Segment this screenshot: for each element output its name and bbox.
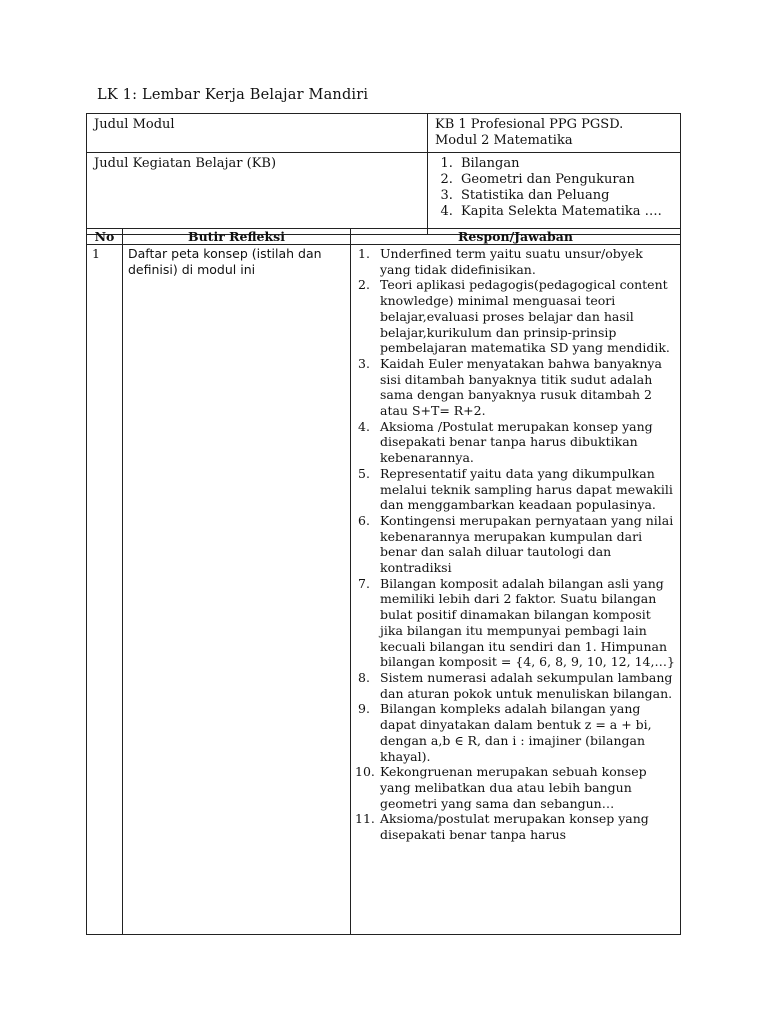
response-text: Representatif yaitu data yang dikumpulkan melalui teknik sampling harus dapat mewakili dan menggambarkan keadaan populasinya.: [380, 465, 673, 513]
response-number: 7.: [358, 575, 370, 591]
response-item: [356, 466, 675, 513]
reflection-header-row: [87, 229, 681, 245]
row-responses: [351, 245, 681, 935]
response-number: 9.: [358, 701, 370, 717]
response-item: [356, 811, 675, 842]
response-number: 6.: [358, 512, 370, 528]
module-title-label: Judul Modul: [87, 114, 428, 153]
response-item: [356, 419, 675, 466]
response-item: [356, 356, 675, 419]
response-item: [356, 764, 675, 811]
reflection-table: [86, 228, 681, 935]
activity-title-label: Judul Kegiatan Belajar (KB): [87, 153, 428, 235]
response-number: 1.: [358, 246, 370, 261]
response-text: Kaidah Euler menyatakan bahwa banyaknya sisi ditambah banyaknya titik sudut adalah sama dengan banyaknya rusuk ditambah 2 atau S+T= R+2.: [380, 355, 662, 419]
activity-title-value: [428, 153, 681, 235]
activity-list: [435, 156, 673, 220]
header-butir: Butir Refleksi: [123, 229, 351, 245]
response-number: 11.: [355, 811, 375, 827]
header-no: No: [87, 229, 123, 245]
activity-item: 4. Kapita Selekta Matematika ….: [457, 204, 673, 220]
response-text: Aksioma /Postulat merupakan konsep yang disepakati benar tanpa harus dibuktikan kebenarannya.: [380, 418, 653, 466]
response-number: 2.: [358, 277, 370, 293]
response-text: Underfined term yaitu suatu unsur/obyek yang tidak didefinisikan.: [380, 246, 643, 277]
response-item: [356, 670, 675, 701]
response-item: [356, 246, 675, 277]
activity-title-row: [87, 153, 681, 235]
response-number: 8.: [358, 669, 370, 685]
response-text: Sistem numerasi adalah sekumpulan lambang dan aturan pokok untuk menuliskan bilangan.: [380, 669, 673, 701]
response-text: Bilangan kompleks adalah bilangan yang dapat dinyatakan dalam bentuk z = a + bi, dengan a,b ∈ R, dan i : imajiner (bilangan khayal).: [380, 701, 652, 764]
response-list: [356, 246, 675, 843]
row-number: 1: [87, 245, 123, 935]
reflection-row: [87, 245, 681, 935]
response-number: 3.: [358, 355, 370, 371]
response-item: [356, 513, 675, 576]
module-info-table: [86, 113, 681, 235]
row-butir: Daftar peta konsep (istilah dan definisi) di modul ini: [123, 245, 351, 935]
module-title-line: KB 1 Profesional PPG PGSD.: [435, 117, 624, 132]
document-title: LK 1: Lembar Kerja Belajar Mandiri: [97, 87, 369, 103]
module-title-line: Modul 2 Matematika: [435, 133, 573, 148]
response-text: Bilangan komposit adalah bilangan asli yang memiliki lebih dari 2 faktor. Suatu bilangan bulat positif dinamakan bilangan komposit jika bilangan itu mempunyai pembagi lain kecuali bilangan itu sendiri dan 1. Himpunan bilangan komposit = {4, 6, 8, 9, 10, 12, 14,…}: [380, 575, 675, 670]
header-respon: Respon/Jawaban: [351, 229, 681, 245]
activity-item: 2. Geometri dan Pengukuran: [457, 172, 673, 188]
response-number: 10.: [355, 764, 375, 780]
response-text: Teori aplikasi pedagogis(pedagogical content knowledge) minimal menguasai teori belajar,evaluasi proses belajar dan hasil belajar,kurikulum dan prinsip-prinsip pembelajaran matematika SD yang mendidik.: [380, 277, 670, 356]
module-title-row: [87, 114, 681, 153]
response-item: [356, 277, 675, 356]
response-text: Kontingensi merupakan pernyataan yang nilai kebenarannya merupakan kumpulan dari benar dan salah diluar tautologi dan kontradiksi: [380, 512, 674, 576]
response-number: 4.: [358, 418, 370, 434]
activity-item: 3. Statistika dan Peluang: [457, 188, 673, 204]
response-number: 5.: [358, 465, 370, 481]
module-title-value: [428, 114, 681, 153]
response-text: Kekongruenan merupakan sebuah konsep yang melibatkan dua atau lebih bangun geometri yang sama dan sebangun…: [380, 764, 647, 811]
activity-item: 1. Bilangan: [457, 156, 673, 172]
response-item: [356, 701, 675, 764]
response-item: [356, 576, 675, 670]
response-text: Aksioma/postulat merupakan konsep yang disepakati benar tanpa harus: [380, 811, 649, 843]
